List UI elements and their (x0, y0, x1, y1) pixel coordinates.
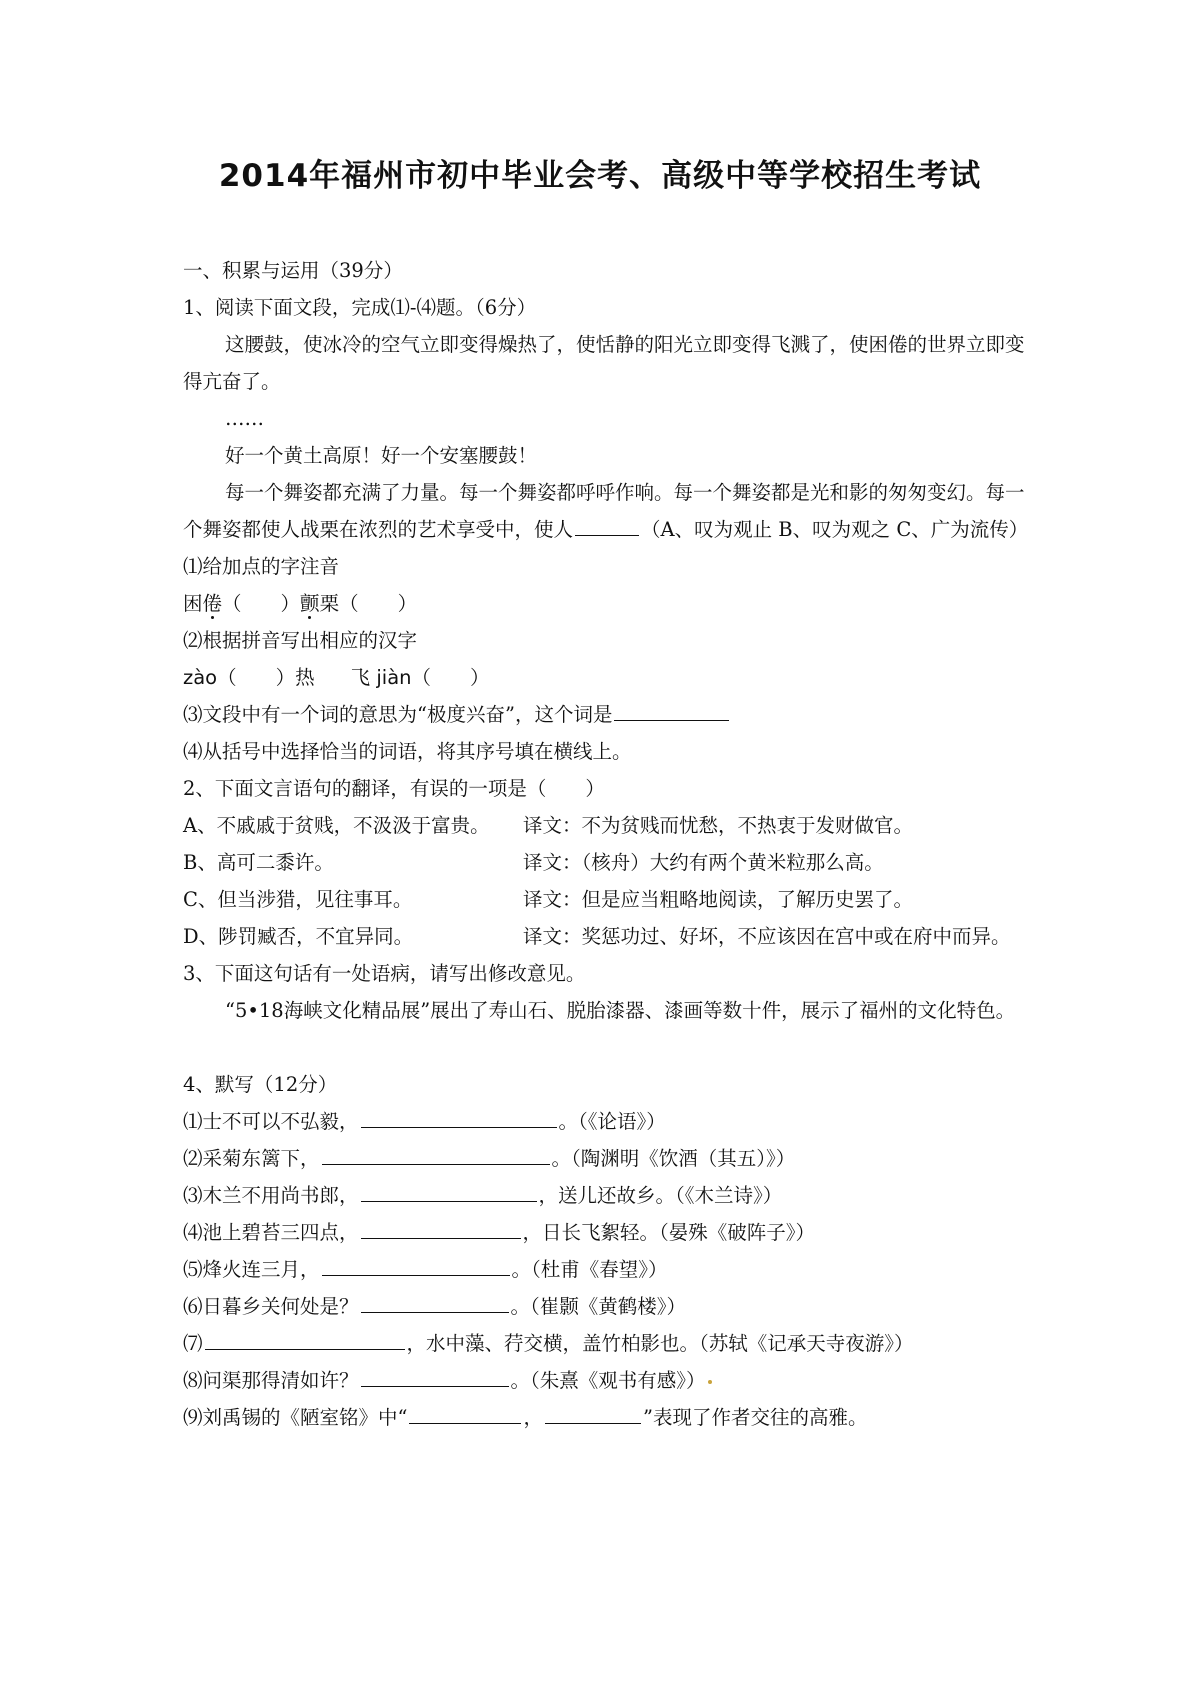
answer-blank-idiom[interactable] (575, 513, 639, 536)
dictation-item-1 (183, 1103, 1033, 1140)
dictation-item-5-prompt: ⑸烽火连三月， (183, 1258, 320, 1281)
word-1-plain: 困 (183, 592, 203, 615)
sub-question-2: ⑵根据拼音写出相应的汉字 (183, 629, 418, 652)
option-a-source: A、不戚戚于贫贱，不汲汲于富贵。 (183, 814, 490, 837)
passage-paragraph-3 (183, 474, 1033, 548)
pinyin-answer-2[interactable]: （ ） (339, 592, 418, 615)
sub-question-1-words (183, 585, 1033, 622)
dictation-item-7-source: ，水中藻、荇交横，盖竹柏影也。（苏轼《记承天寺夜游》） (406, 1332, 914, 1355)
sub-question-4: ⑷从括号中选择恰当的词语，将其序号填在横线上。 (183, 740, 632, 763)
question-1-stem: 1、阅读下面文段，完成⑴-⑷题。（6分） (183, 296, 537, 319)
dictation-item-1-prompt: ⑴士不可以不弘毅， (183, 1110, 359, 1133)
dictation-item-3-source: ，送儿还故乡。（《木兰诗》） (538, 1184, 783, 1207)
option-d (183, 918, 1033, 955)
option-b-source: B、高可二黍许。 (183, 851, 334, 874)
question-2-stem: 2、下面文言语句的翻译，有误的一项是（ ） (183, 777, 605, 800)
question-3-stem: 3、下面这句话有一处语病，请写出修改意见。 (183, 962, 586, 985)
dictation-blank-9a[interactable] (409, 1401, 521, 1424)
passage-ellipsis: …… (225, 407, 264, 430)
dictation-item-9-suffix: ”表现了作者交往的高雅。 (643, 1406, 868, 1429)
dictation-item-7 (183, 1325, 1033, 1362)
sub-question-2-words (183, 659, 1033, 696)
pinyin-1: zào (183, 666, 218, 689)
pinyin-answer-1[interactable]: （ ） (222, 592, 301, 615)
sub-question-1: ⑴给加点的字注音 (183, 555, 340, 578)
question-3-sentence: “5•18海峡文化精品展”展出了寿山石、脱胎漆器、漆画等数十件，展示了福州的文化特色。 (225, 999, 1016, 1022)
word-1-suffix: 热 (295, 666, 315, 689)
character-answer-1[interactable]: （ ） (217, 666, 296, 689)
dictation-blank-4[interactable] (361, 1216, 521, 1239)
sub-question-3 (183, 696, 1033, 733)
dictation-item-2-prompt: ⑵采菊东篱下， (183, 1147, 320, 1170)
dictation-blank-1[interactable] (361, 1105, 557, 1128)
character-answer-2[interactable]: （ ） (411, 666, 490, 689)
option-d-source: D、陟罚臧否，不宜异同。 (183, 925, 414, 948)
answer-blank-word[interactable] (614, 698, 729, 721)
dictation-blank-6[interactable] (361, 1290, 509, 1313)
passage-paragraph-3-text: 每一个舞姿都充满了力量。每一个舞姿都呼呼作响。每一个舞姿都是光和影的匆匆变幻。每一个舞姿都使人战栗在浓烈的艺术享受中，使人 (183, 481, 1025, 541)
option-c-translation: 译文：但是应当粗略地阅读，了解历史罢了。 (523, 888, 914, 911)
dictation-item-9 (183, 1399, 1033, 1436)
stray-dot-mark (708, 1380, 712, 1384)
dictation-item-8 (183, 1362, 1033, 1399)
dictation-item-6-source: 。（崔颢《黄鹤楼》） (510, 1295, 687, 1318)
sub-question-3-text: ⑶文段中有一个词的意思为“极度兴奋”，这个词是 (183, 703, 613, 726)
dictation-item-6 (183, 1288, 1033, 1325)
word-2-prefix: 飞 (350, 666, 371, 689)
dictation-item-3 (183, 1177, 1033, 1214)
dictation-item-5-source: 。（杜甫《春望》） (511, 1258, 668, 1281)
dictation-item-3-prompt: ⑶木兰不用尚书郎， (183, 1184, 359, 1207)
dictation-item-9-prompt: ⑼刘禹锡的《陋室铭》中“ (183, 1406, 408, 1429)
option-d-translation: 译文：奖惩功过、好坏，不应该因在宫中或在府中而异。 (523, 925, 1011, 948)
dictation-item-8-source: 。（朱熹《观书有感》） (510, 1369, 706, 1392)
dictation-item-4 (183, 1214, 1033, 1251)
word-1-dotted-char: 倦 (202, 592, 223, 615)
page-title: 2014年福州市初中毕业会考、高级中等学校招生考试 (218, 158, 982, 194)
dictation-blank-8[interactable] (361, 1364, 509, 1387)
option-c-source: C、但当涉猎，见往事耳。 (183, 888, 413, 911)
pinyin-2: jiàn (376, 666, 412, 689)
word-2-plain: 栗 (319, 592, 340, 615)
option-b-translation: 译文：（核舟）大约有两个黄米粒那么高。 (523, 851, 884, 874)
dictation-item-6-prompt: ⑹日暮乡关何处是？ (183, 1295, 359, 1318)
dictation-item-8-prompt: ⑻问渠那得清如许？ (183, 1369, 359, 1392)
dictation-blank-5[interactable] (322, 1253, 510, 1276)
option-a-translation: 译文：不为贫贱而忧愁，不热衷于发财做官。 (523, 814, 914, 837)
dictation-item-7-prompt: ⑺ (183, 1332, 203, 1355)
passage-paragraph-2: 好一个黄土高原！好一个安塞腰鼓！ (225, 444, 538, 467)
word-2-dotted-char: 颤 (300, 592, 320, 615)
dictation-item-5 (183, 1251, 1033, 1288)
dictation-blank-9b[interactable] (545, 1401, 641, 1424)
passage-paragraph-1: 这腰鼓，使冰冷的空气立即变得燥热了，使恬静的阳光立即变得飞溅了，使困倦的世界立即变得亢奋了。 (183, 333, 1025, 393)
section-heading: 一、积累与运用（39分） (183, 259, 403, 282)
option-b (183, 844, 1033, 881)
option-c (183, 881, 1033, 918)
option-a (183, 807, 1033, 844)
dictation-item-4-prompt: ⑷池上碧苔三四点， (183, 1221, 359, 1244)
idiom-options: （A、叹为观止 B、叹为观之 C、广为流传） (641, 518, 1029, 541)
dictation-item-1-source: 。（《论语》） (558, 1110, 666, 1133)
dictation-item-4-source: ，日长飞絮轻。（晏殊《破阵子》） (522, 1221, 816, 1244)
dictation-blank-3[interactable] (361, 1179, 537, 1202)
dictation-item-2-source: 。（陶渊明《饮酒（其五）》） (551, 1147, 796, 1170)
question-4-stem: 4、默写（12分） (183, 1073, 338, 1096)
dictation-blank-2[interactable] (322, 1142, 550, 1165)
exam-content (183, 252, 1033, 1436)
dictation-blank-7[interactable] (205, 1327, 405, 1350)
dictation-item-9-comma: ， (523, 1406, 543, 1429)
dictation-item-2 (183, 1140, 1033, 1177)
